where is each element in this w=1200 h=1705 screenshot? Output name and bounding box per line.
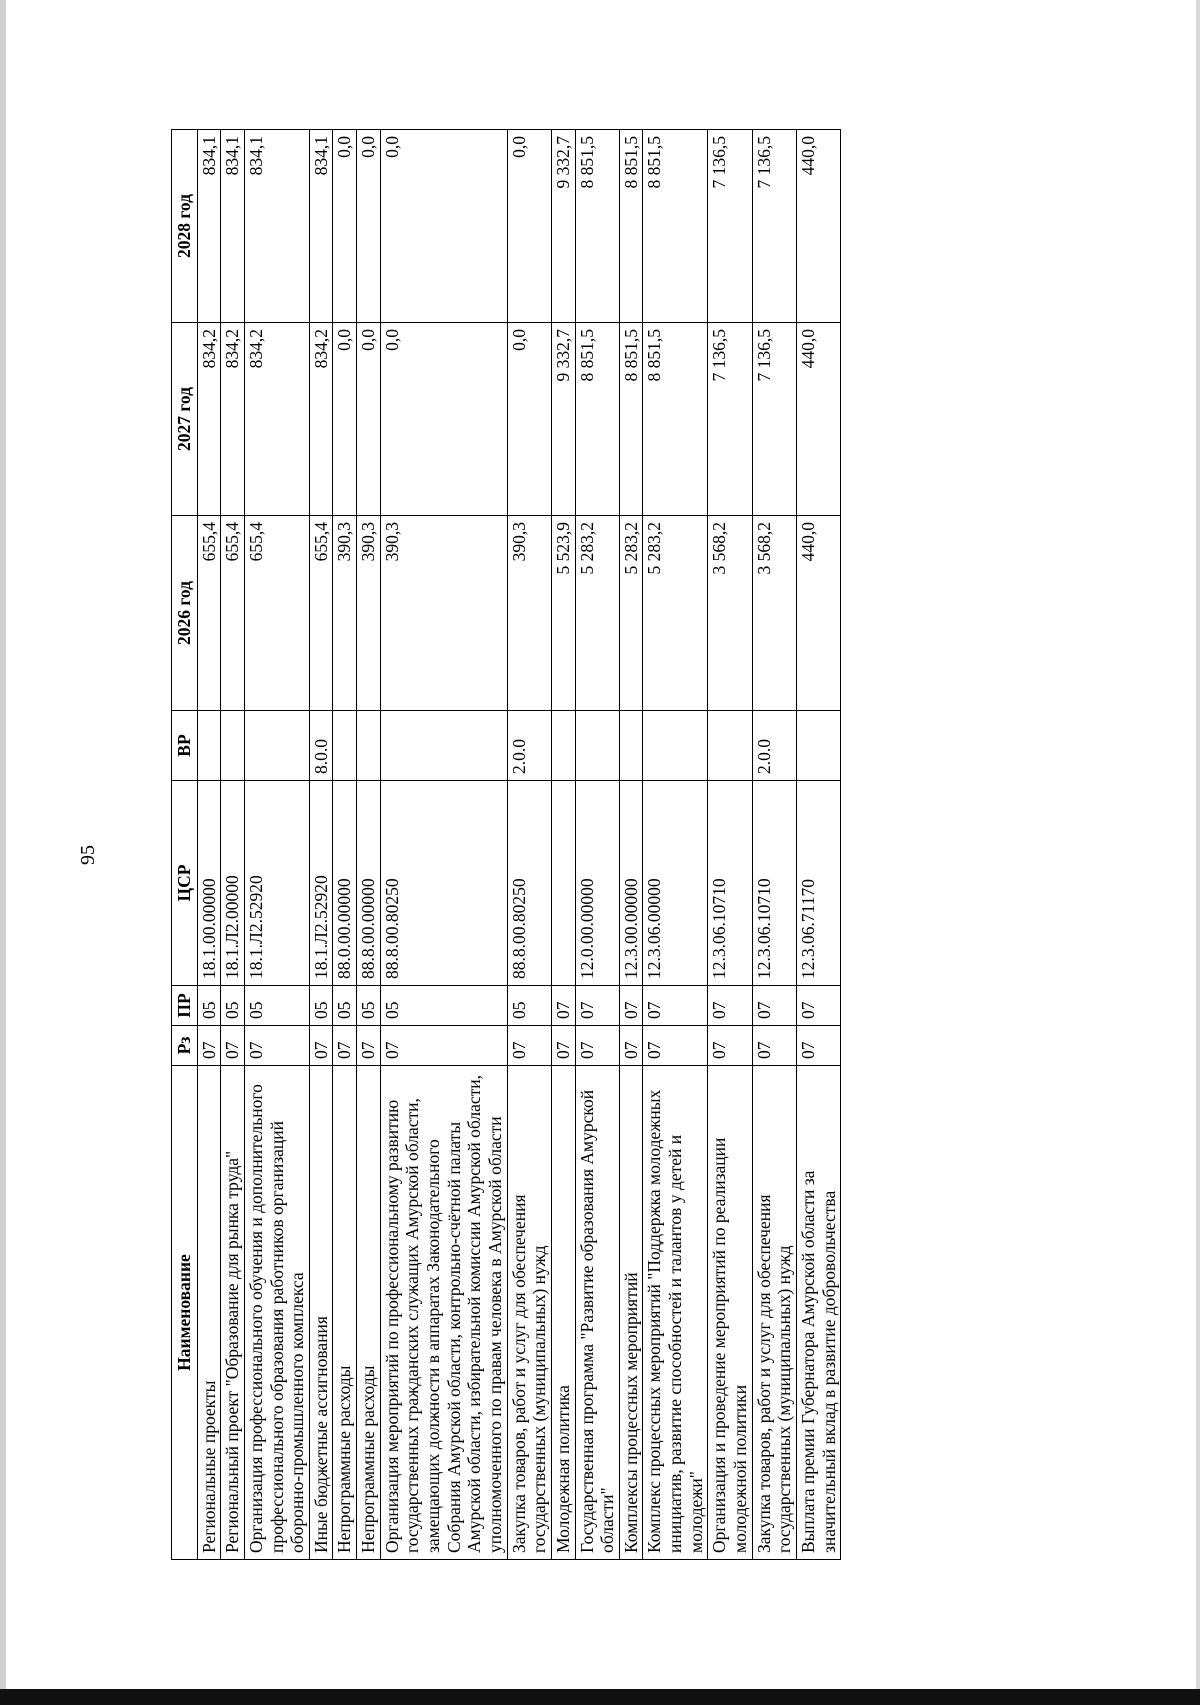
cell-vr xyxy=(197,711,221,781)
cell-vr xyxy=(357,711,381,781)
cell-2026: 390,3 xyxy=(380,516,507,711)
cell-vr xyxy=(551,711,575,781)
table-row xyxy=(643,130,708,1560)
budget-table xyxy=(171,129,841,1560)
cell-vr xyxy=(380,711,507,781)
table-row xyxy=(796,130,840,1560)
header-vr: ВР xyxy=(172,711,198,781)
cell-2027: 834,2 xyxy=(244,323,309,516)
cell-csr: 12.3.00.00000 xyxy=(619,781,643,986)
cell-name: Организация и проведение мероприятий по реализации молодежной политики xyxy=(708,1066,752,1560)
cell-vr: 8.0.0 xyxy=(309,711,333,781)
cell-rz: 07 xyxy=(575,1026,619,1066)
cell-2028: 7 136,5 xyxy=(708,130,752,323)
table-row xyxy=(309,130,333,1560)
cell-2026: 440,0 xyxy=(796,516,840,711)
cell-2027: 0,0 xyxy=(357,323,381,516)
table-row xyxy=(333,130,357,1560)
cell-pr: 07 xyxy=(708,986,752,1026)
cell-rz: 07 xyxy=(796,1026,840,1066)
cell-csr: 18.1.00.00000 xyxy=(197,781,221,986)
header-rz: Рз xyxy=(172,1026,198,1066)
cell-pr: 05 xyxy=(221,986,245,1026)
cell-csr: 88.0.00.00000 xyxy=(333,781,357,986)
cell-pr: 05 xyxy=(244,986,309,1026)
table-row xyxy=(244,130,309,1560)
cell-rz: 07 xyxy=(333,1026,357,1066)
cell-vr xyxy=(643,711,708,781)
cell-2028: 0,0 xyxy=(333,130,357,323)
cell-2027: 0,0 xyxy=(507,323,551,516)
cell-2026: 5 283,2 xyxy=(619,516,643,711)
table-row xyxy=(380,130,507,1560)
cell-2026: 655,4 xyxy=(309,516,333,711)
header-name: Наименование xyxy=(172,1066,198,1560)
cell-2027: 0,0 xyxy=(380,323,507,516)
cell-name: Закупка товаров, работ и услуг для обеспечения государственных (муниципальных) нужд xyxy=(507,1066,551,1560)
cell-2027: 7 136,5 xyxy=(708,323,752,516)
cell-csr: 88.8.00.00000 xyxy=(357,781,381,986)
cell-name: Выплата премии Губернатора Амурской области за значительный вклад в развитие добровольчества xyxy=(796,1066,840,1560)
table-row xyxy=(357,130,381,1560)
cell-rz: 07 xyxy=(309,1026,333,1066)
cell-2026: 5 523,9 xyxy=(551,516,575,711)
cell-rz: 07 xyxy=(643,1026,708,1066)
cell-rz: 07 xyxy=(197,1026,221,1066)
cell-pr: 07 xyxy=(796,986,840,1026)
cell-2027: 834,2 xyxy=(221,323,245,516)
cell-2028: 8 851,5 xyxy=(619,130,643,323)
cell-2028: 440,0 xyxy=(796,130,840,323)
cell-2028: 0,0 xyxy=(507,130,551,323)
cell-csr: 88.8.00.80250 xyxy=(507,781,551,986)
cell-2026: 655,4 xyxy=(221,516,245,711)
cell-rz: 07 xyxy=(380,1026,507,1066)
cell-2026: 390,3 xyxy=(333,516,357,711)
cell-vr xyxy=(619,711,643,781)
cell-2028: 834,1 xyxy=(197,130,221,323)
cell-csr: 18.1.Л2.52920 xyxy=(244,781,309,986)
table-row xyxy=(197,130,221,1560)
cell-2028: 0,0 xyxy=(380,130,507,323)
cell-vr xyxy=(796,711,840,781)
table-row xyxy=(507,130,551,1560)
cell-2026: 5 283,2 xyxy=(643,516,708,711)
cell-name: Иные бюджетные ассигнования xyxy=(309,1066,333,1560)
cell-name: Комплекс процессных мероприятий "Поддержка молодежных инициатив, развитие способностей и талантов у детей и молодежи" xyxy=(643,1066,708,1560)
cell-name: Непрограммные расходы xyxy=(333,1066,357,1560)
rotated-page-content xyxy=(171,130,1191,1560)
cell-2027: 8 851,5 xyxy=(575,323,619,516)
cell-2028: 9 332,7 xyxy=(551,130,575,323)
cell-rz: 07 xyxy=(752,1026,796,1066)
table-header-row xyxy=(172,130,198,1560)
cell-csr xyxy=(551,781,575,986)
cell-pr: 07 xyxy=(752,986,796,1026)
cell-vr: 2.0.0 xyxy=(507,711,551,781)
cell-2026: 655,4 xyxy=(244,516,309,711)
cell-2026: 5 283,2 xyxy=(575,516,619,711)
cell-2027: 7 136,5 xyxy=(752,323,796,516)
cell-pr: 07 xyxy=(551,986,575,1026)
header-2026: 2026 год xyxy=(172,516,198,711)
table-row xyxy=(619,130,643,1560)
cell-2028: 7 136,5 xyxy=(752,130,796,323)
scan-edge-left xyxy=(0,0,6,1705)
cell-2027: 8 851,5 xyxy=(643,323,708,516)
cell-2027: 0,0 xyxy=(333,323,357,516)
cell-name: Региональные проекты xyxy=(197,1066,221,1560)
cell-rz: 07 xyxy=(221,1026,245,1066)
cell-2027: 9 332,7 xyxy=(551,323,575,516)
cell-2028: 834,1 xyxy=(221,130,245,323)
cell-name: Непрограммные расходы xyxy=(357,1066,381,1560)
cell-rz: 07 xyxy=(357,1026,381,1066)
cell-pr: 07 xyxy=(643,986,708,1026)
table-row xyxy=(752,130,796,1560)
cell-rz: 07 xyxy=(244,1026,309,1066)
cell-csr: 18.1.Л2.52920 xyxy=(309,781,333,986)
cell-2026: 3 568,2 xyxy=(752,516,796,711)
cell-vr: 2.0.0 xyxy=(752,711,796,781)
cell-2027: 834,2 xyxy=(309,323,333,516)
cell-pr: 07 xyxy=(575,986,619,1026)
cell-2027: 440,0 xyxy=(796,323,840,516)
cell-2027: 834,2 xyxy=(197,323,221,516)
cell-pr: 07 xyxy=(619,986,643,1026)
cell-name: Закупка товаров, работ и услуг для обеспечения государственных (муниципальных) нужд xyxy=(752,1066,796,1560)
scan-edge-right xyxy=(1196,0,1200,1705)
cell-rz: 07 xyxy=(507,1026,551,1066)
cell-pr: 05 xyxy=(357,986,381,1026)
cell-2026: 3 568,2 xyxy=(708,516,752,711)
table-row xyxy=(708,130,752,1560)
header-2027: 2027 год xyxy=(172,323,198,516)
cell-2027: 8 851,5 xyxy=(619,323,643,516)
cell-2026: 390,3 xyxy=(507,516,551,711)
cell-csr: 12.3.06.00000 xyxy=(643,781,708,986)
cell-pr: 05 xyxy=(309,986,333,1026)
table-row xyxy=(221,130,245,1560)
cell-2028: 834,1 xyxy=(309,130,333,323)
table-row xyxy=(551,130,575,1560)
cell-2026: 655,4 xyxy=(197,516,221,711)
cell-pr: 05 xyxy=(507,986,551,1026)
cell-pr: 05 xyxy=(333,986,357,1026)
header-csr: ЦСР xyxy=(172,781,198,986)
cell-rz: 07 xyxy=(551,1026,575,1066)
cell-vr xyxy=(221,711,245,781)
cell-rz: 07 xyxy=(619,1026,643,1066)
cell-name: Организация профессионального обучения и дополнительного профессионального образования работников организаций оборонно-промышленного комплекса xyxy=(244,1066,309,1560)
cell-name: Государственная программа "Развитие образования Амурской области" xyxy=(575,1066,619,1560)
cell-pr: 05 xyxy=(380,986,507,1026)
cell-csr: 12.3.06.10710 xyxy=(708,781,752,986)
cell-2028: 834,1 xyxy=(244,130,309,323)
cell-name: Региональный проект "Образование для рынка труда" xyxy=(221,1066,245,1560)
cell-vr xyxy=(575,711,619,781)
cell-pr: 05 xyxy=(197,986,221,1026)
page-number: 95 xyxy=(77,845,99,865)
cell-csr: 12.0.00.00000 xyxy=(575,781,619,986)
cell-name: Организация мероприятий по профессиональному развитию государственных гражданских служащих Амурской области, замещающих должности в аппаратах Законодательного Собрания Амурской области, контрольно-счётной палаты Амурской области, избирательной комиссии Амурской области, уполномоченного по правам человека в Амурской области xyxy=(380,1066,507,1560)
cell-csr: 18.1.Л2.00000 xyxy=(221,781,245,986)
header-pr: ПР xyxy=(172,986,198,1026)
cell-csr: 88.8.00.80250 xyxy=(380,781,507,986)
cell-2026: 390,3 xyxy=(357,516,381,711)
cell-vr xyxy=(333,711,357,781)
cell-2028: 0,0 xyxy=(357,130,381,323)
cell-rz: 07 xyxy=(708,1026,752,1066)
cell-vr xyxy=(708,711,752,781)
cell-2028: 8 851,5 xyxy=(575,130,619,323)
cell-csr: 12.3.06.10710 xyxy=(752,781,796,986)
cell-vr xyxy=(244,711,309,781)
table-row xyxy=(575,130,619,1560)
cell-name: Комплексы процессных мероприятий xyxy=(619,1066,643,1560)
cell-2028: 8 851,5 xyxy=(643,130,708,323)
cell-csr: 12.3.06.71170 xyxy=(796,781,840,986)
scan-edge-bottom xyxy=(0,1689,1200,1705)
cell-name: Молодежная политика xyxy=(551,1066,575,1560)
header-2028: 2028 год xyxy=(172,130,198,323)
